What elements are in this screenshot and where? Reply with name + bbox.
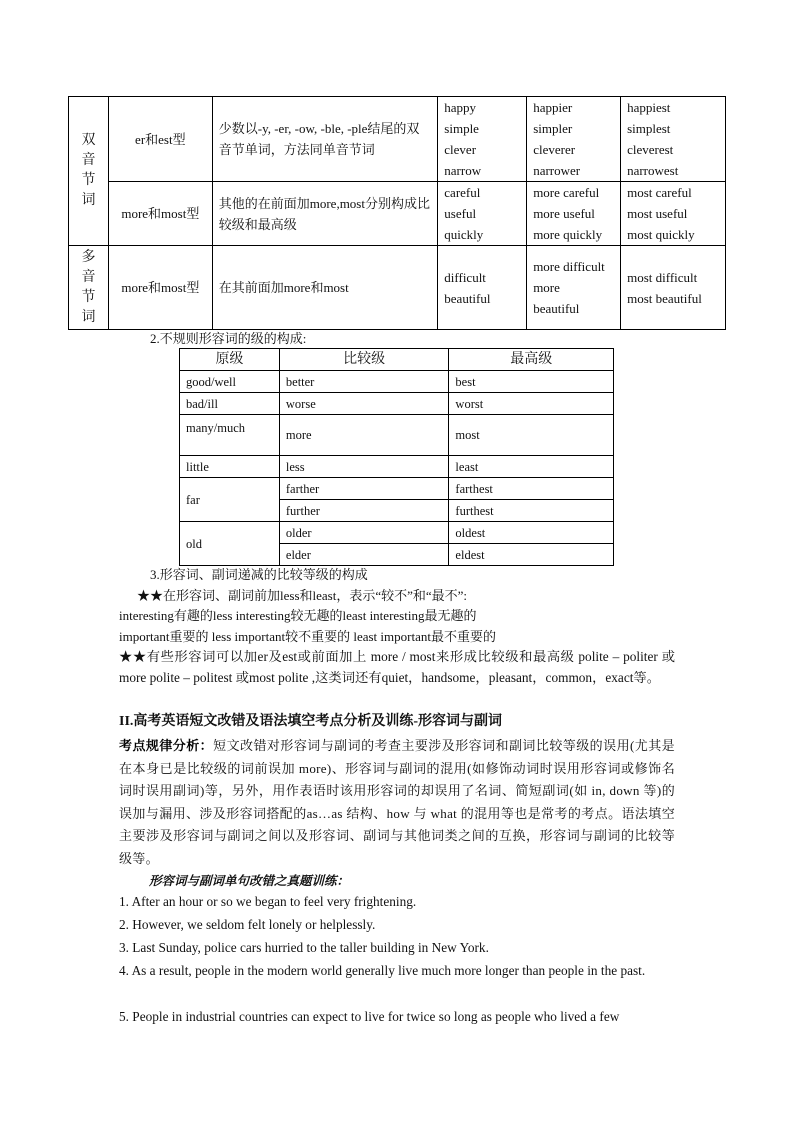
superlative-cell: most difficult most beautiful (621, 246, 726, 330)
exercise-item: 4. As a result, people in the modern world generally live much more longer than people in the past. (119, 963, 646, 978)
column-header: 比较级 (279, 349, 449, 371)
group-cell: 双音节词 (69, 97, 109, 246)
type-cell: more和most型 (108, 246, 212, 330)
exercise-item: 3. Last Sunday, police cars hurried to the taller building in New York. (119, 940, 489, 955)
column-header: 原级 (180, 349, 280, 371)
table-row (69, 246, 726, 330)
base-cell: old (180, 522, 280, 566)
exercise-item: 5. People in industrial countries can expect to live for twice so long as people who lived a few (119, 1009, 620, 1024)
type-cell: more和most型 (108, 182, 212, 246)
base-cell: careful useful quickly (438, 182, 527, 246)
table-row (180, 478, 614, 500)
section-title: II.高考英语短文改错及语法填空考点分析及训练-形容词与副词 (119, 714, 503, 729)
comparative-cell: less (279, 456, 449, 478)
analysis-label: 考点规律分析： (119, 738, 214, 753)
rule-cell: 在其前面加more和most (212, 246, 438, 330)
analysis-paragraph (119, 735, 675, 871)
base-cell: bad/ill (180, 393, 280, 415)
comparative-cell: further (279, 500, 449, 522)
superlative-cell: best (449, 371, 614, 393)
table-row (180, 456, 614, 478)
table-row (180, 393, 614, 415)
rule-cell: 少数以-y, -er, -ow, -ble, -ple结尾的双音节单词，方法同单音节词 (212, 97, 438, 182)
comparative-cell: more careful more useful more quickly (527, 182, 621, 246)
section-heading: 2.不规则形容词的级的构成: (150, 331, 307, 346)
table-row (180, 415, 614, 456)
comparative-cell: older (279, 522, 449, 544)
base-cell: far (180, 478, 280, 522)
column-header: 最高级 (449, 349, 614, 371)
example-line: interesting有趣的less interesting较无趣的least interesting最无趣的 (119, 608, 477, 623)
comparative-cell: happier simpler cleverer narrower (527, 97, 621, 182)
superlative-cell: most careful most useful most quickly (621, 182, 726, 246)
base-cell: many/much (180, 415, 280, 456)
table-row (180, 522, 614, 544)
superlative-cell: oldest (449, 522, 614, 544)
section-heading: 3.形容词、副词递减的比较等级的构成 (150, 567, 368, 582)
comparative-cell: farther (279, 478, 449, 500)
comparative-cell: worse (279, 393, 449, 415)
table-header-row (180, 349, 614, 371)
group-cell: 多音节词 (69, 246, 109, 330)
table-row (69, 182, 726, 246)
training-title: 形容词与副词单句改错之真题训练： (149, 874, 350, 888)
irregular-forms-table (179, 348, 614, 566)
comparison-table (68, 96, 726, 330)
base-cell: difficult beautiful (438, 246, 527, 330)
comparative-cell: elder (279, 544, 449, 566)
superlative-cell: happiest simplest cleverest narrowest (621, 97, 726, 182)
comparative-cell: more (279, 415, 449, 456)
superlative-cell: worst (449, 393, 614, 415)
rule-cell: 其他的在前面加more,most分别构成比较级和最高级 (212, 182, 438, 246)
analysis-text: 短文改错对形容词与副词的考查主要涉及形容词和副词比较等级的误用(尤其是在本身已是比较级的词前误加 more)、形容词与副词的混用(如修饰动词时误用形容词或修饰名词时误用副词)等，另外，用作表语时该用形容词的却误用了名词、简短副词(如 in, down 等)的误加与漏用、涉及形容词搭配的as…as 结构、how 与 what 的混用等也是常考的考点。语法填空主要涉及形容词与副词之间以及形容词、副词与其他词类之间的互换，形容词与副词的比较等级等。 (119, 738, 675, 866)
exercise-item: 2. However, we seldom felt lonely or helplessly. (119, 917, 376, 932)
example-line: important重要的 less important较不重要的 least important最不重要的 (119, 629, 496, 644)
comparative-cell: better (279, 371, 449, 393)
superlative-cell: least (449, 456, 614, 478)
superlative-cell: farthest (449, 478, 614, 500)
base-cell: little (180, 456, 280, 478)
superlative-cell: furthest (449, 500, 614, 522)
exercise-item: 1. After an hour or so we began to feel very frightening. (119, 894, 417, 909)
base-cell: happy simple clever narrow (438, 97, 527, 182)
note-paragraph: ★★有些形容词可以加er及est或前面加上 more / most来形成比较级和最高级 polite – politer 或more polite – politest 或most polite ,这类词还有quiet，handsome，pleasant，common，exact等。 (119, 649, 675, 685)
type-cell: er和est型 (108, 97, 212, 182)
superlative-cell: eldest (449, 544, 614, 566)
note-line: ★★在形容词、副词前加less和least，表示“较不”和“最不”: (137, 588, 468, 603)
table-row (180, 371, 614, 393)
base-cell: good/well (180, 371, 280, 393)
comparative-cell: more difficult more beautiful (527, 246, 621, 330)
table-row (69, 97, 726, 182)
superlative-cell: most (449, 415, 614, 456)
